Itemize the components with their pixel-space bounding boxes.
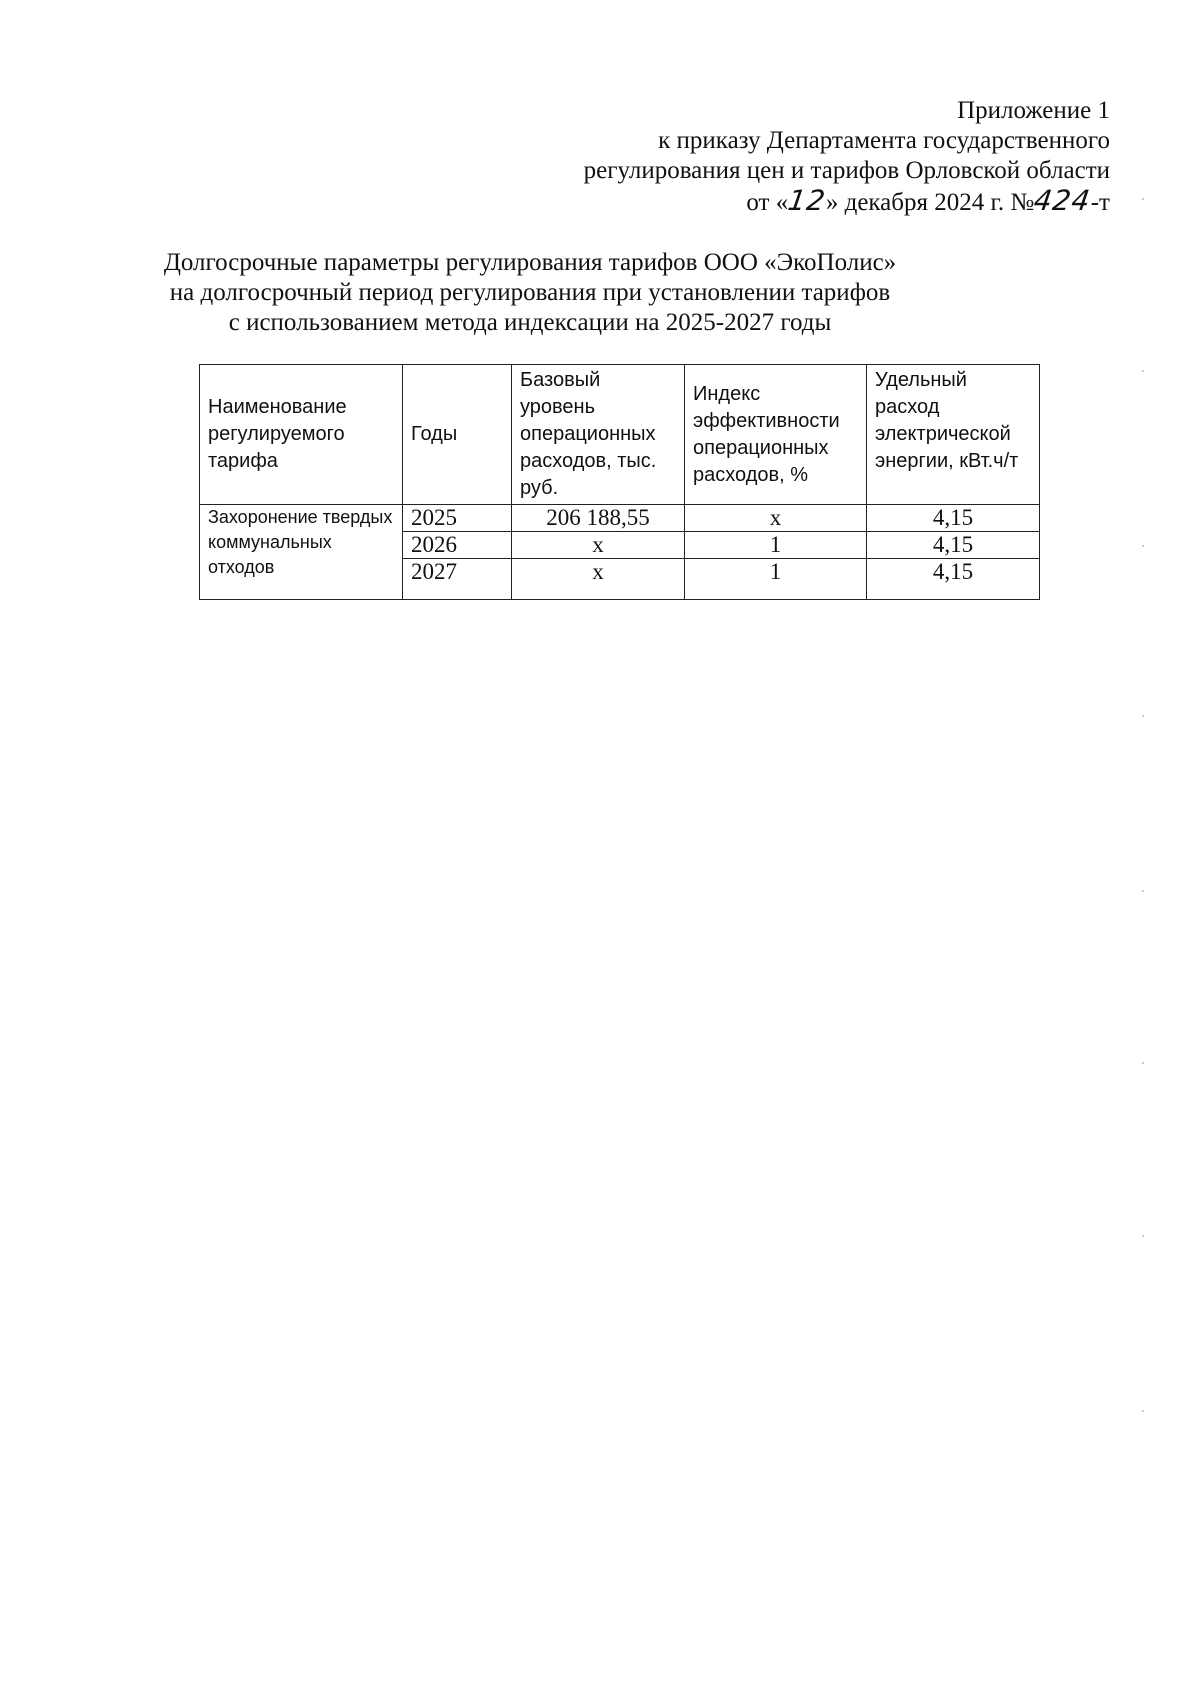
- scan-speck: [1142, 1062, 1144, 1064]
- department-name: регулирования цен и тарифов Орловской области: [583, 157, 1110, 184]
- date-middle: » декабря 2024 г. №: [825, 189, 1035, 216]
- efficiency-index-cell: 1: [685, 559, 867, 600]
- scan-speck: [1142, 370, 1144, 372]
- scan-speck: [1142, 890, 1144, 892]
- parameters-table: [199, 364, 1040, 600]
- energy-cell: 4,15: [867, 532, 1040, 559]
- header-base-level: Базовый уровень операционных расходов, тыс. руб.: [512, 365, 685, 505]
- scan-speck: [1142, 715, 1144, 717]
- efficiency-index-cell: х: [685, 505, 867, 532]
- header-years: Годы: [403, 365, 512, 505]
- year-cell: 2027: [403, 559, 512, 600]
- year-cell: 2025: [403, 505, 512, 532]
- scan-speck: [1142, 198, 1144, 200]
- energy-cell: 4,15: [867, 505, 1040, 532]
- date-prefix: от «: [746, 189, 789, 216]
- tariff-name-cell: Захоронение твердых коммунальных отходов: [200, 505, 403, 600]
- header-tariff-name: Наименование регулируемого тарифа: [200, 365, 403, 505]
- scan-speck: [1142, 1410, 1144, 1412]
- order-number-handwritten: 424: [1032, 184, 1094, 217]
- year-cell: 2026: [403, 532, 512, 559]
- scan-speck: [1142, 545, 1144, 547]
- order-reference: к приказу Департамента государственного: [658, 127, 1110, 154]
- table-row: [200, 505, 1040, 532]
- title-line-3: с использованием метода индексации на 2025-2027 годы: [228, 309, 832, 336]
- base-level-cell: х: [512, 559, 685, 600]
- header-energy-consumption: Удельный расход электрической энергии, кВт.ч/т: [867, 365, 1040, 505]
- title-line-2: на долгосрочный период регулирования при установлении тарифов: [169, 279, 891, 306]
- date-day-handwritten: 12: [785, 184, 829, 217]
- appendix-header: [584, 96, 1110, 218]
- energy-cell: 4,15: [867, 559, 1040, 600]
- order-suffix: -т: [1090, 189, 1110, 216]
- base-level-cell: 206 188,55: [512, 505, 685, 532]
- document-title: [150, 248, 910, 338]
- header-efficiency-index: Индекс эффективности операционных расходов, %: [685, 365, 867, 505]
- appendix-number: Приложение 1: [957, 97, 1110, 124]
- scan-speck: [1142, 1235, 1144, 1237]
- efficiency-index-cell: 1: [685, 532, 867, 559]
- base-level-cell: х: [512, 532, 685, 559]
- title-line-1: Долгосрочные параметры регулирования тарифов ООО «ЭкоПолис»: [163, 249, 897, 276]
- table-header-row: [200, 365, 1040, 505]
- order-date-line: [584, 186, 1110, 218]
